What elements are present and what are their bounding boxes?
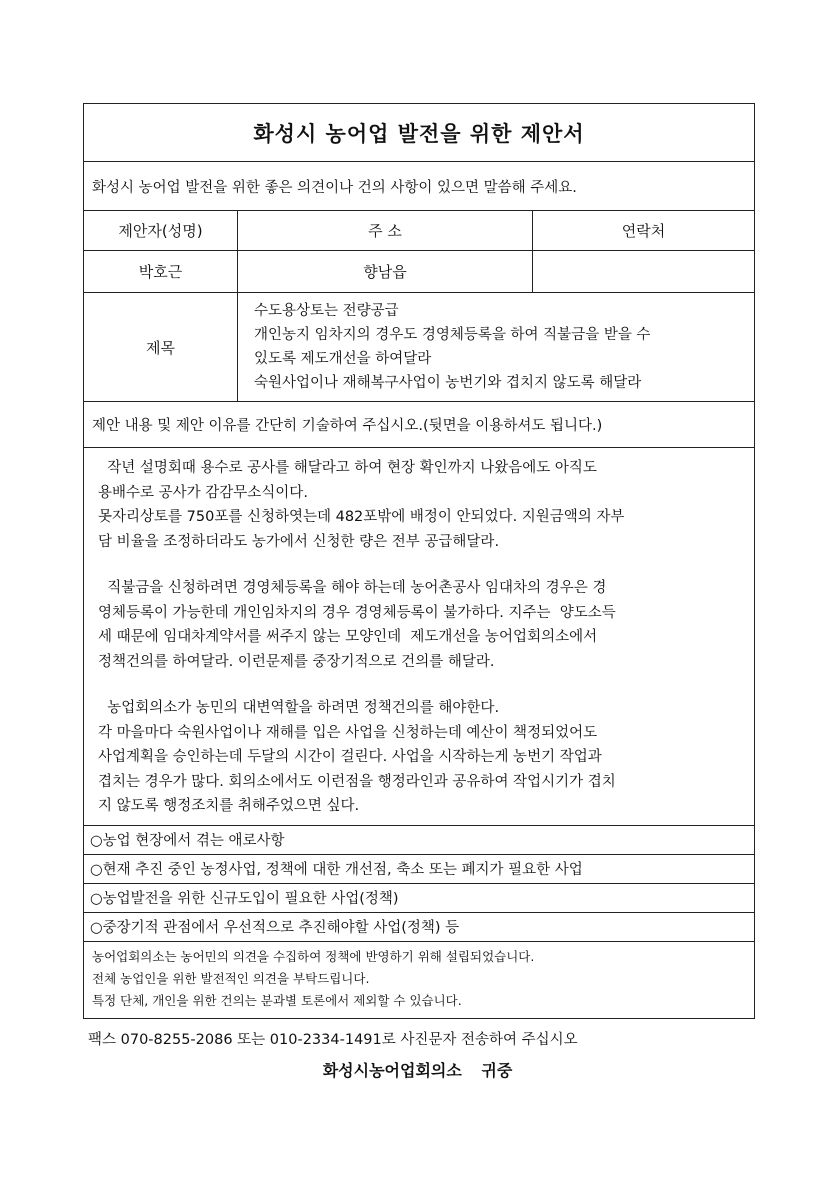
intro-row	[84, 161, 754, 210]
fax-instructions: 팩스 070-8255-2086 또는 010-2334-1491로 사진문자 전송하여 주십시오	[88, 1032, 578, 1048]
checklist-row	[84, 854, 754, 883]
content-line: 세 때문에 임대차계약서를 써주지 않는 모양인데 제도개선을 농어업회의소에서	[98, 629, 598, 645]
proposal-form	[83, 103, 755, 1019]
content-row	[84, 447, 754, 825]
checklist-row	[84, 883, 754, 912]
subject-label: 제목	[146, 338, 175, 357]
proposer-row	[84, 250, 754, 292]
subject-text[interactable]	[237, 293, 754, 401]
subject-line: 숙원사업이나 재해복구사업이 농번기와 겹치지 않도록 해달라	[254, 375, 642, 391]
content-line: 작년 설명회때 용수로 공사를 해달라고 하여 현장 확인까지 나왔음에도 아직도	[98, 460, 597, 476]
form-intro: 화성시 농어업 발전을 위한 좋은 의견이나 건의 사항이 있으면 말씀해 주세요.	[92, 179, 577, 196]
notice-line: 전체 농업인을 위한 발전적인 의견을 부탁드립니다.	[92, 970, 370, 986]
content-line: 농업회의소가 농민의 대변역할을 하려면 정책건의를 해야한다.	[98, 700, 500, 716]
subject-line: 있도록 제도개선을 하여달라	[254, 351, 432, 367]
subject-row	[84, 292, 754, 401]
checklist-item: ○현재 추진 중인 농정사업, 정책에 대한 개선점, 축소 또는 폐지가 필요한 사업	[90, 862, 583, 878]
title-row	[84, 104, 754, 161]
content-guide: 제안 내용 및 제안 이유를 간단히 기술하여 주십시오.(뒷면을 이용하셔도 됩니다.)	[92, 418, 603, 434]
checklist-row	[84, 912, 754, 941]
proposal-content[interactable]	[84, 448, 754, 825]
content-paragraph-1	[98, 456, 740, 554]
header-row	[84, 210, 754, 250]
form-title: 화성시 농어업 발전을 위한 제안서	[253, 121, 585, 146]
checklist-item: ○농업발전을 위한 신규도입이 필요한 사업(정책)	[90, 891, 399, 907]
contact-header: 연락처	[532, 211, 754, 250]
checklist-item: ○농업 현장에서 겪는 애로사항	[90, 833, 285, 849]
proposer-contact[interactable]	[532, 251, 754, 292]
checklist-row	[84, 825, 754, 854]
proposer-name[interactable]: 박호근	[138, 263, 183, 281]
address-header: 주 소	[237, 211, 532, 250]
notice-box	[84, 942, 754, 1018]
content-line: 담 비율을 조정하더라도 농가에서 신청한 량은 전부 공급해달라.	[98, 533, 500, 550]
notice-line: 특정 단체, 개인을 위한 건의는 분과별 토론에서 제외할 수 있습니다.	[92, 992, 462, 1008]
content-line: 못자리상토를 750포를 신청하엿는데 482포밖에 배정이 안되었다. 지원금액의 자부	[98, 509, 625, 525]
content-paragraph-3	[98, 696, 740, 819]
checklist-item: ○중장기적 관점에서 우선적으로 추진해야할 사업(정책) 등	[90, 920, 460, 936]
content-line: 영체등록이 가능한데 개인임차지의 경우 경영체등록이 불가하다. 지주는 양도소득	[98, 604, 616, 621]
content-line: 직불금을 신청하려면 경영체등록을 해야 하는데 농어촌공사 임대차의 경우은 경	[98, 580, 607, 596]
notice-row	[84, 941, 754, 1018]
content-paragraph-2	[98, 576, 740, 674]
content-line: 용배수로 공사가 감감무소식이다.	[98, 484, 308, 501]
notice-line: 농어업회의소는 농어민의 의견을 수집하여 정책에 반영하기 위해 설립되었습니다.	[92, 948, 535, 964]
content-line: 정책건의를 하여달라. 이런문제를 중장기적으로 건의를 해달라.	[98, 653, 495, 670]
proposer-header: 제안자(성명)	[118, 222, 203, 240]
content-line: 각 마을마다 숙원사업이나 재해를 입은 사업을 신청하는데 예산이 책정되었어도	[98, 724, 598, 741]
proposer-address[interactable]: 향남읍	[237, 251, 532, 292]
subject-line: 개인농지 임차지의 경우도 경영체등록을 하여 직불금을 받을 수	[254, 327, 651, 343]
guide-row	[84, 401, 754, 447]
content-line: 지 않도록 행정조치를 취해주었으면 싶다.	[98, 798, 360, 814]
content-line: 사업계획을 승인하는데 두달의 시간이 걸린다. 사업을 시작하는게 농번기 작업과	[98, 749, 602, 765]
content-line: 겹치는 경우가 많다. 회의소에서도 이런점을 행정라인과 공유하여 작업시기가 겹치	[98, 773, 616, 790]
recipient-signature: 화성시농어업회의소 귀중	[322, 1061, 513, 1080]
subject-line: 수도용상토는 전량공급	[254, 303, 399, 319]
